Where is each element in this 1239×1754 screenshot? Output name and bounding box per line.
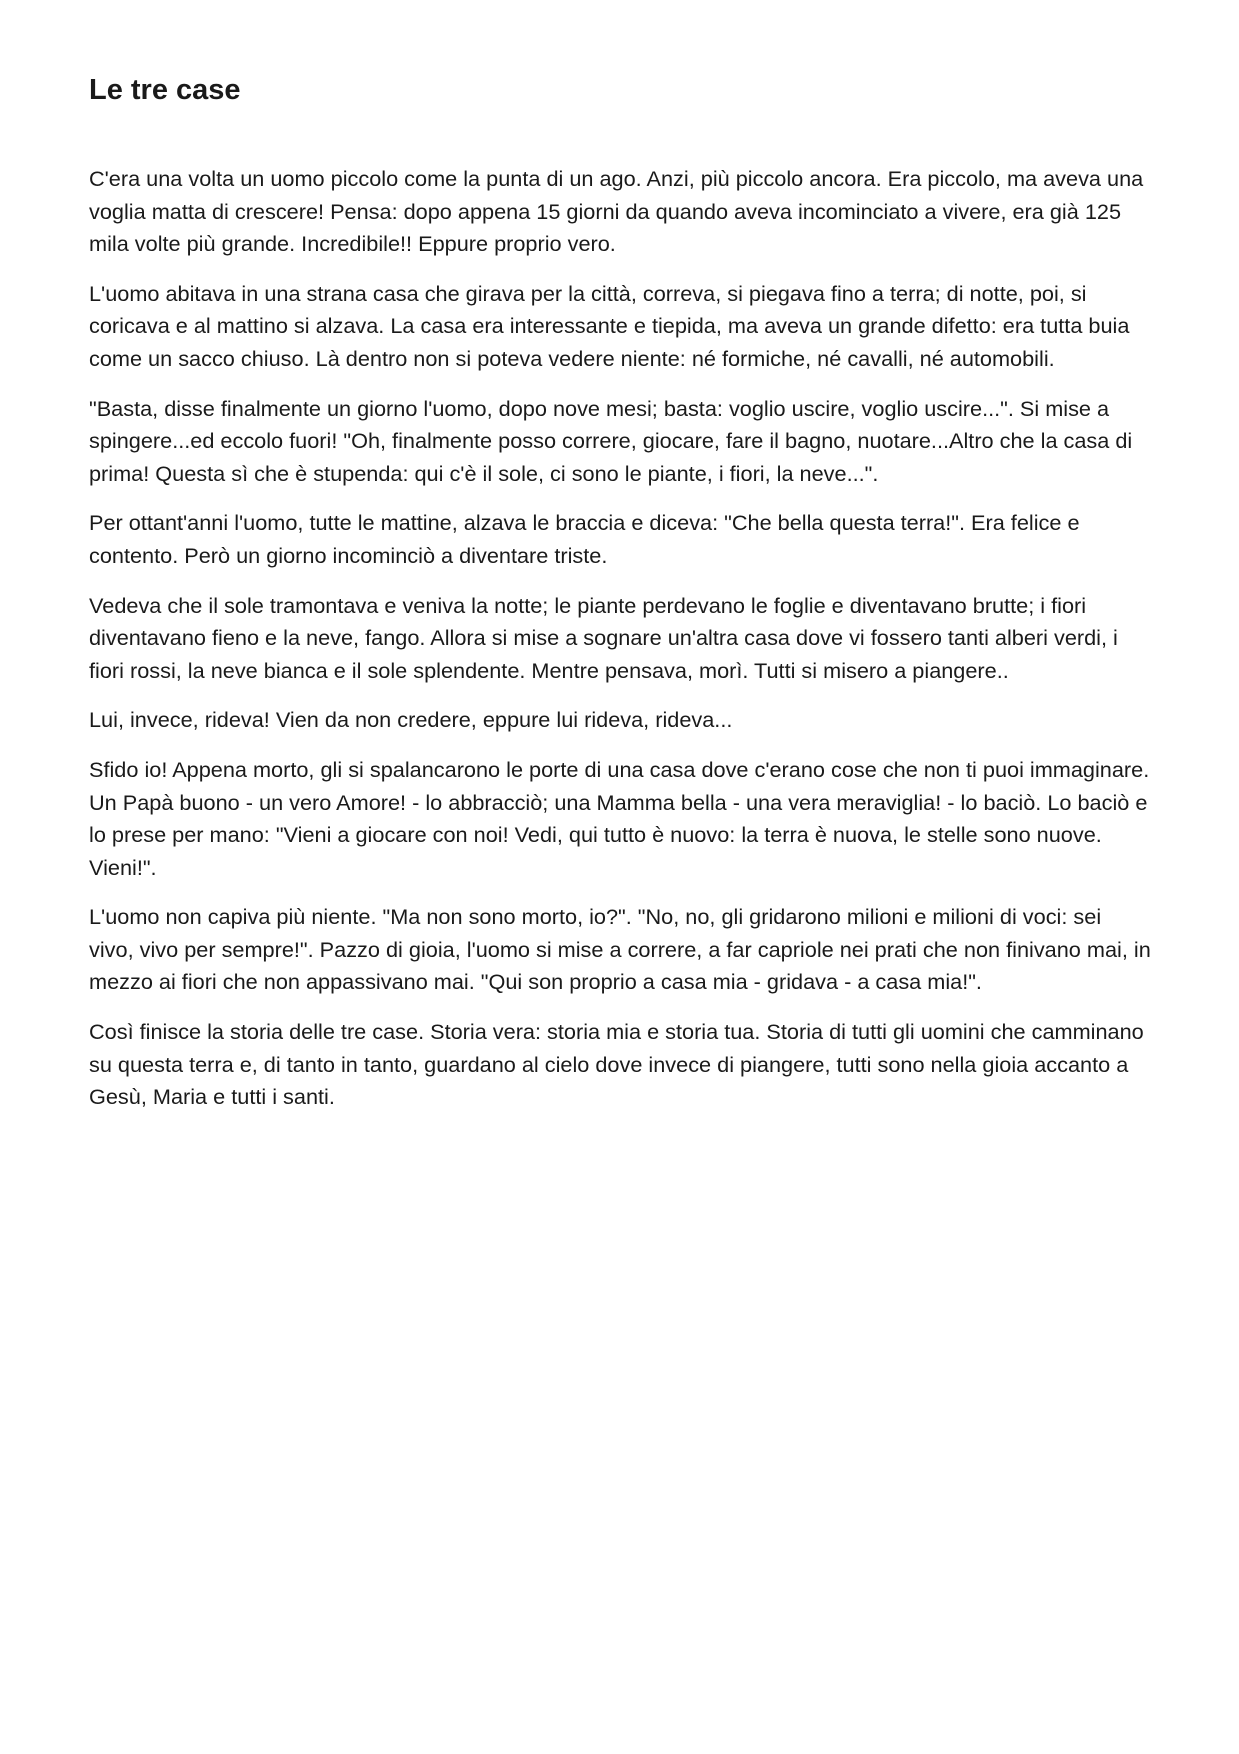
paragraph-5: Vedeva che il sole tramontava e veniva la notte; le piante perdevano le foglie e diventavano brutte; i fiori diventavano fieno e la neve, fango. Allora si mise a sognare un'altra casa dove vi fossero tanti alberi verdi, i fiori rossi, la neve bianca e il sole splendente. Mentre pensava, morì. Tutti si misero a piangere.. [89,592,1118,683]
paragraph-6: Lui, invece, rideva! Vien da non credere, eppure lui rideva, rideva... [89,707,733,733]
paragraph-9: Così finisce la storia delle tre case. Storia vera: storia mia e storia tua. Storia di tutti gli uomini che camminano su questa terra e, di tanto in tanto, guardano al cielo dove invece di piangere, tutti sono nella gioia accanto a Gesù, Maria e tutti i santi. [89,1019,1144,1110]
document-title: Le tre case [89,74,241,106]
paragraph-4: Per ottant'anni l'uomo, tutte le mattine, alzava le braccia e diceva: "Che bella questa terra!". Era felice e contento. Però un giorno incominciò a diventare triste. [89,510,1080,568]
document-page [89,68,1151,1131]
paragraph-8: L'uomo non capiva più niente. "Ma non sono morto, io?". "No, no, gli gridarono milioni e milioni di voci: sei vivo, vivo per sempre!". Pazzo di gioia, l'uomo si mise a correre, a far capriole nei prati che non finivano mai, in mezzo ai fiori che non appassivano mai. "Qui son proprio a casa mia - gridava - a casa mia!". [89,904,1151,995]
paragraph-2: L'uomo abitava in una strana casa che girava per la città, correva, si piegava fino a terra; di notte, poi, si coricava e al mattino si alzava. La casa era interessante e tiepida, ma aveva un grande difetto: era tutta buia come un sacco chiuso. Là dentro non si poteva vedere niente: né formiche, né cavalli, né automobili. [89,280,1130,371]
paragraph-1: C'era una volta un uomo piccolo come la punta di un ago. Anzi, più piccolo ancora. Era piccolo, ma aveva una voglia matta di crescere! Pensa: dopo appena 15 giorni da quando aveva incominciato a vivere, era già 125 mila volte più grande. Incredibile!! Eppure proprio vero. [89,166,1144,257]
paragraph-7: Sfido io! Appena morto, gli si spalancarono le porte di una casa dove c'erano cose che non ti puoi immaginare. Un Papà buono - un vero Amore! - lo abbracciò; una Mamma bella - una vera meraviglia! - lo baciò. Lo baciò e lo prese per mano: "Vieni a giocare con noi! Vedi, qui tutto è nuovo: la terra è nuova, le stelle sono nuove. Vieni!". [89,756,1150,880]
paragraph-3: "Basta, disse finalmente un giorno l'uomo, dopo nove mesi; basta: voglio uscire, voglio uscire...". Si mise a spingere...ed eccolo fuori! "Oh, finalmente posso correre, giocare, fare il bagno, nuotare...Altro che la casa di prima! Questa sì che è stupenda: qui c'è il sole, ci sono le piante, i fiori, la neve...". [89,395,1133,486]
